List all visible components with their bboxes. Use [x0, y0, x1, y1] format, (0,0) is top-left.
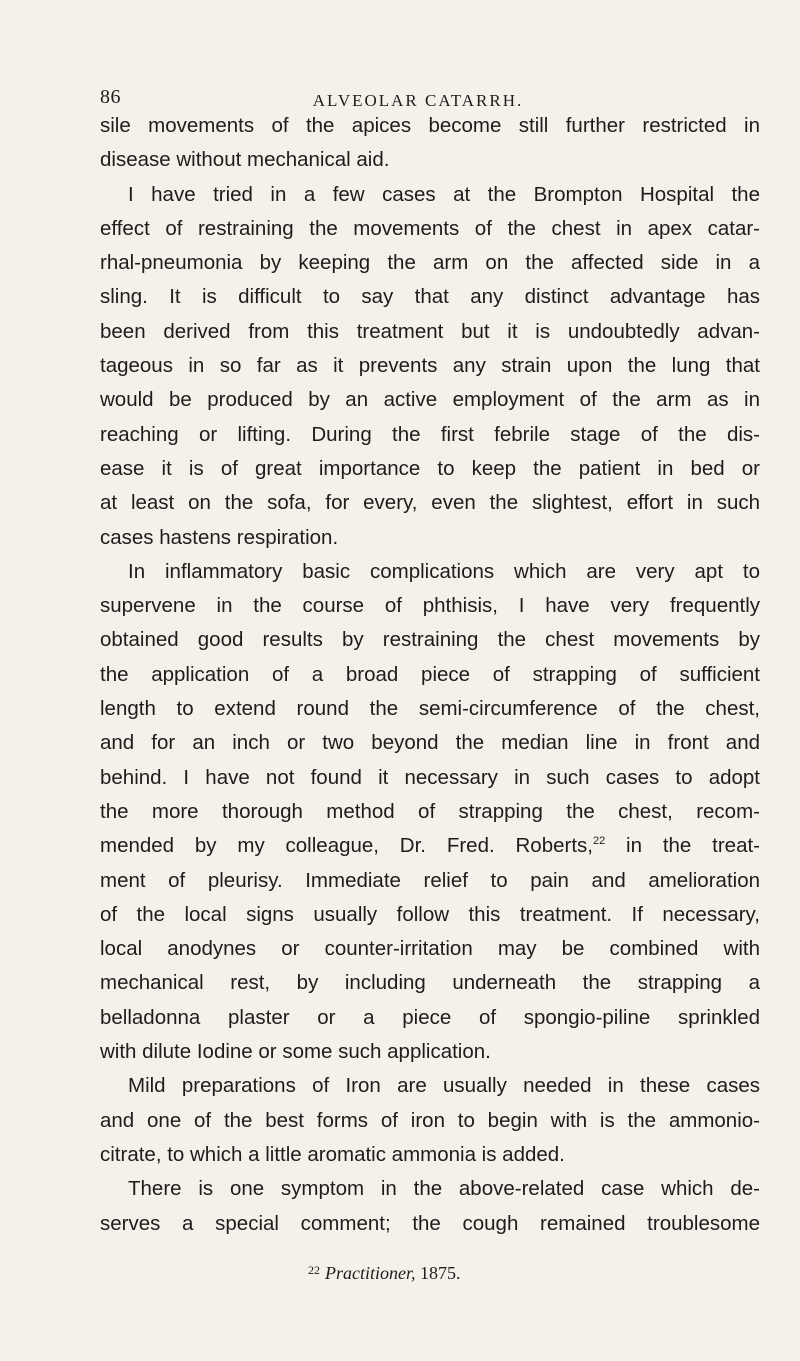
text-line: at least on the sofa, for every, even the slightest, effort in such — [100, 491, 760, 515]
text-line: the more thorough method of strapping the chest, recom- — [100, 799, 760, 823]
text-line-with-reference — [100, 829, 760, 863]
text-segment: in the treat- — [605, 834, 761, 858]
text-line: reaching or lifting. During the first febrile stage of the dis- — [100, 422, 760, 446]
footnote-reference[interactable]: 22 — [592, 835, 606, 848]
text-line: local anodynes or counter-irritation may be combined with — [100, 937, 760, 961]
text-line: serves a special comment; the cough remained troublesome — [100, 1211, 760, 1235]
text-line: mechanical rest, by including underneath the strapping a — [100, 971, 760, 995]
text-line: belladonna plaster or a piece of spongio-piline sprinkled — [100, 1005, 760, 1029]
text-line: effect of restraining the movements of the chest in apex catar- — [100, 216, 760, 240]
text-line: sling. It is difficult to say that any distinct advantage has — [100, 285, 760, 309]
text-line: There is one symptom in the above-related case which de- — [128, 1177, 760, 1201]
running-title: ALVEOLAR CATARRH. — [312, 91, 524, 110]
text-line: behind. I have not found it necessary in such cases to adopt — [100, 765, 760, 789]
page-number: 86 — [100, 86, 121, 108]
footnote-year: 1875. — [420, 1263, 461, 1283]
text-line: of the local signs usually follow this treatment. If necessary, — [100, 902, 760, 926]
text-line: Mild preparations of Iron are usually needed in these cases — [128, 1074, 760, 1098]
text-line: been derived from this treatment but it is undoubtedly advan- — [100, 319, 760, 343]
text-line: length to extend round the semi-circumference of the chest, — [100, 697, 760, 721]
text-line: citrate, to which a little aromatic ammonia is added. — [100, 1142, 565, 1166]
body-text — [100, 109, 760, 1241]
footnote-source: Practitioner, — [325, 1263, 416, 1283]
text-line: cases hastens respiration. — [100, 525, 339, 549]
text-line: ment of pleurisy. Immediate relief to pain and amelioration — [100, 868, 760, 892]
text-line: obtained good results by restraining the chest movements by — [100, 628, 760, 652]
text-line: would be produced by an active employment of the arm as in — [100, 388, 760, 412]
text-line: the application of a broad piece of strapping of sufficient — [100, 662, 760, 686]
footnote — [308, 1263, 461, 1284]
text-line: disease without mechanical aid. — [100, 148, 390, 172]
text-segment: mended by my colleague, Dr. Fred. Roberts, — [100, 834, 593, 858]
text-line: tageous in so far as it prevents any strain upon the lung that — [100, 354, 760, 378]
text-line: rhal-pneumonia by keeping the arm on the affected side in a — [100, 251, 760, 275]
text-line: sile movements of the apices become still further restricted in — [100, 114, 760, 137]
text-line: and for an inch or two beyond the median line in front and — [100, 731, 760, 755]
text-line: supervene in the course of phthisis, I have very frequently — [100, 594, 760, 618]
text-line: I have tried in a few cases at the Brompton Hospital the — [128, 182, 760, 206]
footnote-mark: 22 — [308, 1263, 320, 1277]
text-line: with dilute Iodine or some such application. — [100, 1040, 491, 1064]
text-line: In inflammatory basic complications which are very apt to — [128, 559, 760, 583]
text-line: and one of the best forms of iron to begin with is the ammonio- — [100, 1108, 760, 1132]
text-line: ease it is of great importance to keep the patient in bed or — [100, 456, 760, 480]
